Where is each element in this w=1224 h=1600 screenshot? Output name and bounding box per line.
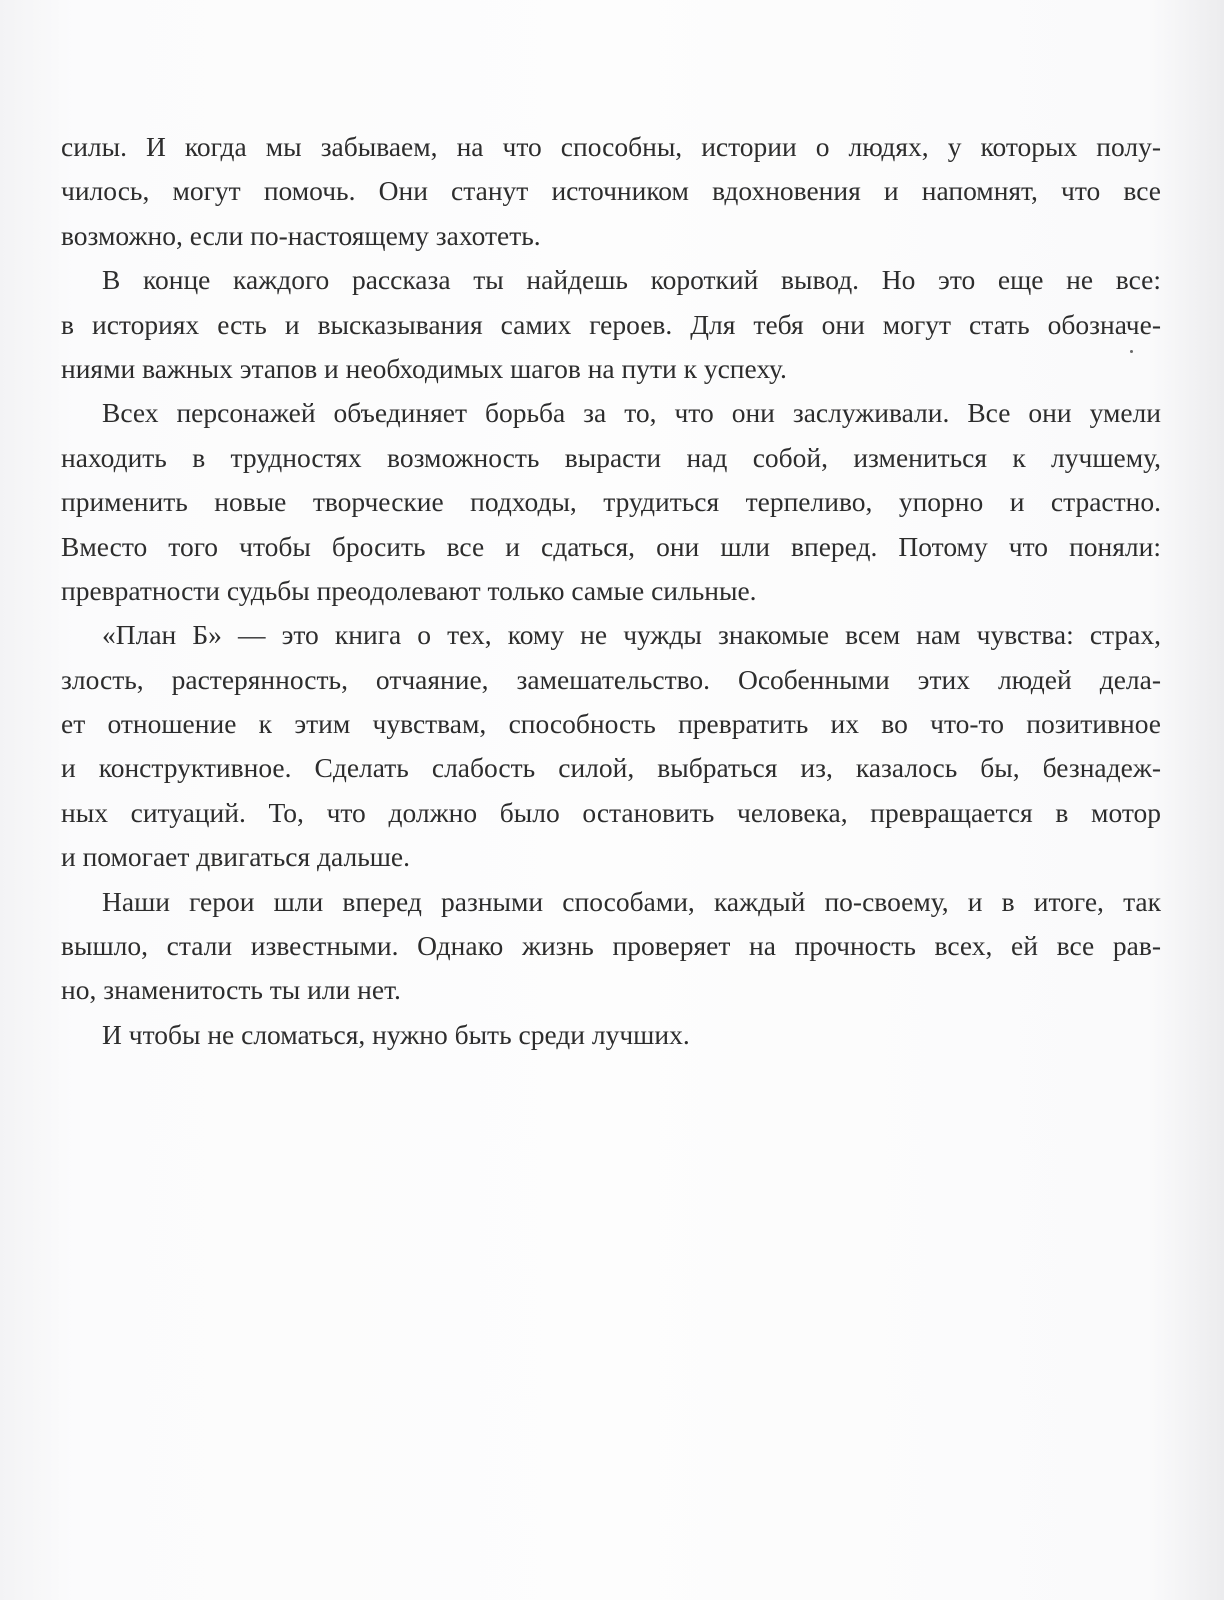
text-line: И чтобы не сломаться, нужно быть среди лучших. bbox=[102, 1018, 690, 1050]
text-line: «План Б» — это книга о тех, кому не чужды знакомые всем нам чувства: страх, bbox=[102, 619, 1161, 651]
text-line: Всех персонажей объединяет борьба за то, что они заслуживали. Все они умели bbox=[102, 397, 1161, 429]
text-line: в историях есть и высказывания самих героев. Для тебя они могут стать обозначе- bbox=[61, 308, 1161, 340]
text-line: вышло, стали известными. Однако жизнь проверяет на прочность всех, ей все рав- bbox=[61, 930, 1161, 962]
text-line: Наши герои шли вперед разными способами, каждый по-своему, и в итоге, так bbox=[102, 885, 1161, 917]
text-line: силы. И когда мы забываем, на что способны, истории о людях, у которых полу- bbox=[61, 131, 1161, 162]
paragraph-1 bbox=[61, 125, 1161, 258]
text-line: превратности судьбы преодолевают только самые сильные. bbox=[61, 574, 757, 606]
paragraph-3 bbox=[61, 391, 1161, 613]
text-line: применить новые творческие подходы, трудиться терпеливо, упорно и страстно. bbox=[61, 486, 1161, 518]
text-line: В конце каждого рассказа ты найдешь короткий вывод. Но это еще не все: bbox=[102, 264, 1161, 296]
text-line: чилось, могут помочь. Они станут источником вдохновения и напомнят, что все bbox=[61, 175, 1161, 207]
paragraph-5 bbox=[61, 880, 1161, 1013]
text-line: ниями важных этапов и необходимых шагов на пути к успеху. bbox=[61, 352, 787, 384]
paragraph-4 bbox=[61, 613, 1161, 879]
text-line: ет отношение к этим чувствам, способность превратить их во что-то позитивное bbox=[61, 708, 1161, 740]
text-line: злость, растерянность, отчаяние, замешательство. Особенными этих людей дела- bbox=[61, 663, 1161, 695]
text-line: ных ситуаций. То, что должно было остановить человека, превращается в мотор bbox=[61, 796, 1161, 828]
text-line: возможно, если по-настоящему захотеть. bbox=[61, 219, 541, 251]
paragraph-2 bbox=[61, 258, 1161, 391]
text-line: находить в трудностях возможность вырасти над собой, измениться к лучшему, bbox=[61, 441, 1161, 473]
text-line: и помогает двигаться дальше. bbox=[61, 841, 410, 873]
text-line: но, знаменитость ты или нет. bbox=[61, 974, 401, 1006]
text-line: и конструктивное. Сделать слабость силой, выбраться из, казалось бы, безнадеж- bbox=[61, 752, 1161, 784]
paragraph-6 bbox=[61, 1013, 1161, 1057]
text-line: Вместо того чтобы бросить все и сдаться, они шли вперед. Потому что поняли: bbox=[61, 530, 1161, 562]
print-speck bbox=[1130, 350, 1133, 353]
body-text bbox=[61, 125, 1161, 1057]
